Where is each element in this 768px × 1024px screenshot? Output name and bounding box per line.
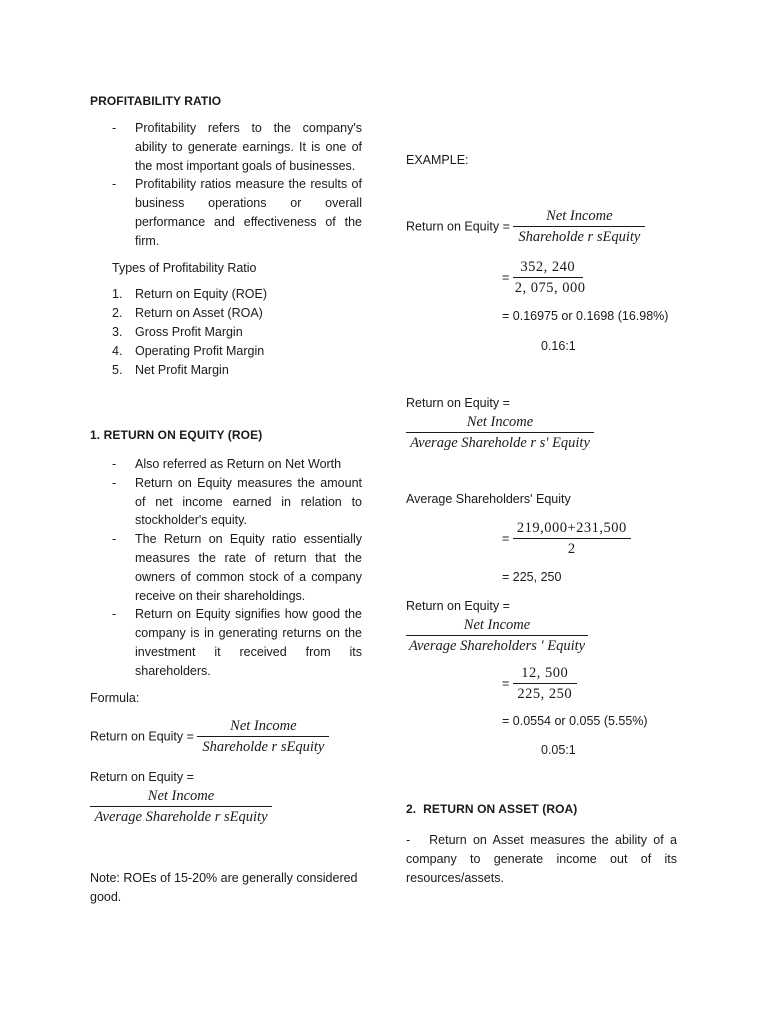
example-roe-2-values-fraction [513,663,577,704]
roe-note: Note: ROEs of 15-20% are generally considered good. [90,871,358,904]
profitability-heading: PROFITABILITY RATIO [90,94,222,108]
example-roe-avg-fraction [406,412,594,453]
fraction-numerator: Net Income [406,412,594,433]
formula-roe [90,716,329,757]
intro-bullet: - Profitability refers to the company's ability to generate earnings. It is one of the most important goals of businesses. [112,121,362,173]
formula-roe-fraction [197,716,329,757]
example-roe-values-fraction [513,257,586,298]
list-item: 4. Operating Profit Margin [112,343,265,358]
left-column [90,94,362,380]
list-item: 1. Return on Equity (ROE) [112,286,267,301]
roe-bullet-list [90,455,362,681]
example-roe-result: = 0.16975 or 0.1698 (16.98%) [502,309,669,323]
fraction-denominator: Shareholde r sEquity [202,739,325,755]
formula-roe-avg-label: Return on Equity = [90,770,194,784]
formula-roe-avg-fraction [90,786,272,827]
intro-bullet-list [90,119,362,251]
fraction-denominator: Shareholde r sEquity [518,229,641,245]
fraction-denominator: Average Shareholders ' Equity [408,638,586,654]
roe-bullet: - The Return on Equity ratio essentially measures the rate of return that the owners of common stock of a company receive on their shareholdings. [112,532,362,603]
example-roe-2-values: = $\frac{12, 500}{225, 250}$ [502,663,577,704]
example-roe-ratio: 0.16:1 [541,339,576,353]
fraction-numerator: 219,000+231,500 [513,518,631,539]
example-roe-label: Return on Equity = [406,219,510,234]
fraction-denominator: Average Shareholde r sEquity [94,809,268,825]
fraction-denominator: 2, 075, 000 [514,280,586,296]
example-label: EXAMPLE: [406,153,469,167]
list-item: 5. Net Profit Margin [112,362,229,377]
roe-heading: 1. RETURN ON EQUITY (ROE) [90,428,263,442]
fraction-numerator: Net Income [197,716,329,737]
example-roe-2-ratio: 0.05:1 [541,743,576,757]
formula-label: Formula: [90,691,140,705]
fraction-denominator: Average Shareholde r s' Equity [410,435,590,451]
roe-bullet: - Return on Equity signifies how good the company is in generating returns on the investment it received from its shareholders. [112,607,362,678]
example-roe-fraction [513,206,645,247]
example-roe-2-result: = 0.0554 or 0.055 (5.55%) [502,714,648,728]
fraction-numerator: 12, 500 [513,663,577,684]
fraction-denominator: 2 [567,541,576,557]
roe-bullet: - Return on Equity measures the amount of net income earned in relation to stockholder's equity. [112,475,362,528]
formula-roe-label: Return on Equity = [90,729,194,744]
roa-heading: 2. RETURN ON ASSET (ROA) [406,802,578,816]
fraction-denominator: 225, 250 [517,686,573,702]
roa-description: - Return on Asset measures the ability of a company to generate income out of its resources/assets. [406,833,681,885]
average-equity-calc: = $\frac{219,000+231,500}{2}$ [502,518,631,559]
list-item: 2. Return on Asset (ROA) [112,305,263,320]
example-roe-values: = $\frac{352, 240}{2, 075, 000}$ [502,259,586,296]
types-list [90,285,362,380]
fraction-numerator: 352, 240 [513,257,583,278]
roe-bullet: - Also referred as Return on Net Worth [112,457,342,471]
intro-bullet: - Profitability ratios measure the results of business operations or overall performance and effectiveness of the firm. [112,177,362,248]
average-equity-result: = 225, 250 [502,570,562,584]
example-roe-formula [406,206,645,247]
average-equity-fraction [513,518,631,559]
fraction-numerator: Net Income [513,206,645,227]
types-heading: Types of Profitability Ratio [112,260,257,275]
average-equity-label: Average Shareholders' Equity [406,492,571,506]
fraction-numerator: Net Income [90,786,272,807]
example-roe-2-fraction [406,615,588,656]
list-item: 3. Gross Profit Margin [112,324,243,339]
example-roe-2-label: Return on Equity = [406,599,510,613]
fraction-numerator: Net Income [406,615,588,636]
example-roe-avg-label: Return on Equity = [406,396,510,410]
